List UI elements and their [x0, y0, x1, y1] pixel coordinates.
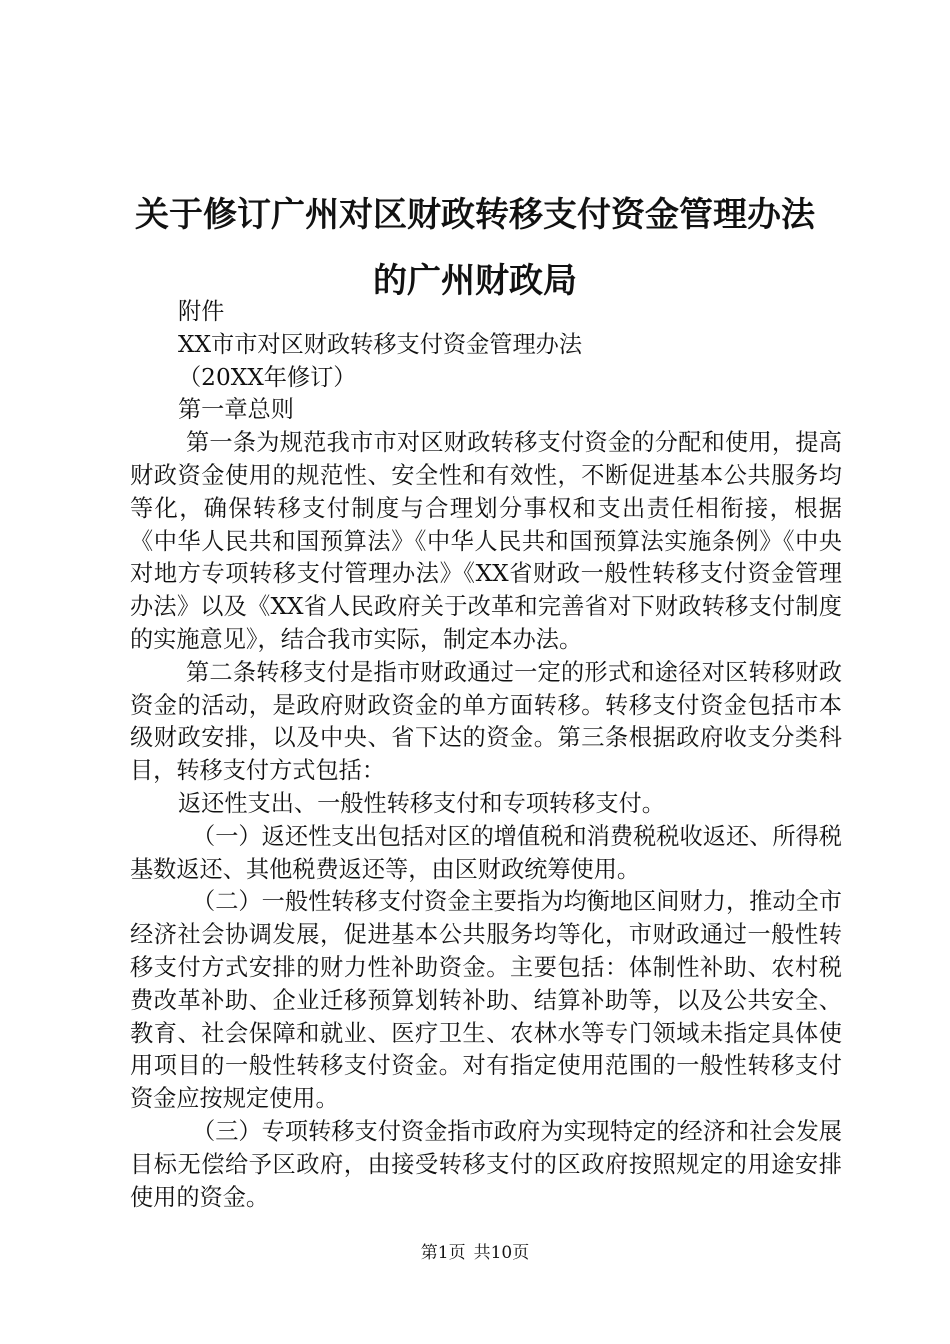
page-number: 第1页	[420, 1243, 466, 1263]
page-footer	[0, 1241, 950, 1265]
regulation-name: XX市市对区财政转移支付资金管理办法	[178, 330, 583, 358]
transfer-types-paragraph: 返还性支出、一般性转移支付和专项转移支付。	[178, 789, 665, 817]
item-1-paragraph: （一）返还性支出包括对区的增值税和消费税税收返还、所得税基数返还、其他税费返还等，由区财政统筹使用。	[130, 822, 842, 883]
page-total: 共10页	[473, 1243, 530, 1263]
title-line-1: 关于修订广州对区财政转移支付资金管理办法	[135, 195, 815, 235]
document-title	[110, 182, 840, 314]
item-3-paragraph: （三）专项转移支付资金指市政府为实现特定的经济和社会发展目标无偿给予区政府，由接受转移支付的区政府按照规定的用途安排使用的资金。	[130, 1117, 842, 1211]
attachment-label: 附件	[178, 298, 225, 325]
document-body	[130, 296, 842, 1214]
chapter-heading: 第一章总则	[178, 396, 294, 424]
revision-note: （20XX年修订）	[178, 363, 357, 391]
item-2-paragraph: （二）一般性转移支付资金主要指为均衡地区间财力，推动全市经济社会协调发展，促进基本公共服务均等化，市财政通过一般性转移支付方式安排的财力性补助资金。主要包括：体制性补助、农村税费改革补助、企业迁移预算划转补助、结算补助等，以及公共安全、教育、社会保障和就业、医疗卫生、农林水等专门领域未指定具体使用项目的一般性转移支付资金。对有指定使用范围的一般性转移支付资金应按规定使用。	[130, 888, 842, 1113]
article-1-paragraph: 第一条为规范我市市对区财政转移支付资金的分配和使用，提高财政资金使用的规范性、安全性和有效性，不断促进基本公共服务均等化，确保转移支付制度与合理划分事权和支出责任相衔接，根据《中华人民共和国预算法》《中华人民共和国预算法实施条例》《中央对地方专项转移支付管理办法》《XX省财政一般性转移支付资金管理办法》以及《XX省人民政府关于改革和完善省对下财政转移支付制度的实施意见》，结合我市实际，制定本办法。	[130, 429, 842, 653]
title-line-2: 的广州财政局	[373, 261, 577, 301]
article-2-paragraph: 第二条转移支付是指市财政通过一定的形式和途径对区转移财政资金的活动，是政府财政资金的单方面转移。转移支付资金包括市本级财政安排，以及中央、省下达的资金。第三条根据政府收支分类科目，转移支付方式包括：	[130, 658, 842, 785]
